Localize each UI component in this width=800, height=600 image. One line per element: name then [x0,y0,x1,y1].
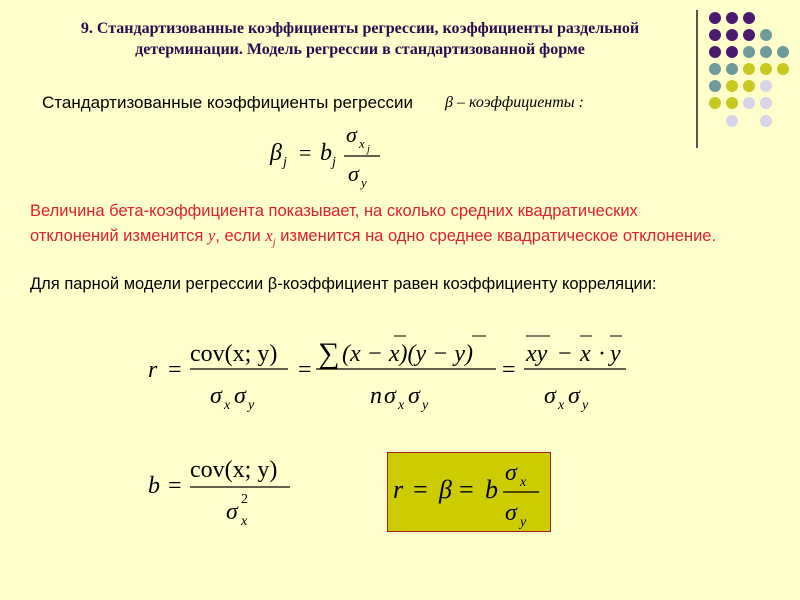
decor-dot [709,46,721,58]
subscript-j: j [367,144,370,155]
equals-sign: = [299,140,312,165]
sigma-symbol: σ [384,383,396,409]
beta-explanation-line-1: Величина бета-коэффициента показывает, на сколько средних квадратических [30,202,638,220]
decor-dot [726,97,738,109]
formula-correlation [140,325,640,415]
sigma-symbol: σ [505,500,517,526]
subscript-y: y [422,398,429,413]
subscript-y: y [248,398,255,413]
decor-dot [777,63,789,75]
decor-dot [709,80,721,92]
beta-symbol: β [270,140,282,166]
var-y: y [207,226,216,245]
beta-symbol: β [439,475,452,504]
decor-dot [760,46,772,58]
mean-xy: xy [526,341,548,367]
decor-dot [726,12,738,24]
sigma-symbol: σ [234,383,246,409]
decor-dot [777,46,789,58]
explanation-text: отклонений изменится [30,227,208,245]
beta-coefficients-label: β – коэффициенты : [445,94,584,111]
decor-dot [760,97,772,109]
decor-dot [743,46,755,58]
minus-sign: − [558,341,572,367]
subscript-y: y [361,175,367,190]
equals-sign: = [413,475,428,504]
decor-dot [726,80,738,92]
decor-dot [743,63,755,75]
subscript-y: y [520,515,527,530]
formula-b [140,445,310,535]
explanation-text: , если [215,227,266,245]
title-line-2: детерминации. Модель регрессии в стандартизованной форме [135,41,585,58]
subscript-x: x [520,475,527,490]
decor-dot [760,63,772,75]
decor-dot [709,63,721,75]
coef-b: b [485,475,498,504]
subscript-x: x [359,136,365,151]
decor-dot [743,80,755,92]
pair-model-text: Для парной модели регрессии β-коэффициент равен коэффициенту корреляции: [30,275,657,293]
decor-dot [760,115,772,127]
sigma-symbol: σ [408,383,420,409]
mean-x: x [580,341,591,367]
coef-b: b [148,473,160,499]
sum-symbol: ∑ [318,337,340,370]
mean-y: y [610,341,621,367]
decor-dot [760,80,772,92]
sigma-symbol: σ [226,499,238,525]
decor-dot [709,29,721,41]
dot-operator: · [598,341,606,367]
decorative-divider [696,10,698,148]
sigma-symbol: σ [346,122,357,147]
decor-dot [743,97,755,109]
var-x: x [265,226,273,245]
beta-explanation-line-2 [30,223,716,255]
coef-b: b [320,140,332,166]
sigma-symbol: σ [568,383,580,409]
formula-beta-j [262,120,392,190]
superscript-2: 2 [241,492,248,507]
var-n: n [370,383,382,409]
var-r: r [393,475,404,504]
cov-expression: cov(x; y) [190,341,278,367]
subscript-j: j [283,155,287,170]
formula-r-beta-b [387,452,551,532]
sigma-symbol: σ [505,460,517,486]
subscript-x: x [241,514,248,529]
equals-sign: = [459,475,474,504]
subscript-j: j [272,236,276,249]
subscript-j: j [332,155,336,170]
sigma-symbol: σ [348,161,359,186]
decor-dot [726,46,738,58]
decor-dot [743,29,755,41]
decor-dot [760,29,772,41]
sigma-symbol: σ [544,383,556,409]
deviation-product: (x − x)(y − y) [342,341,473,367]
decor-dot [743,12,755,24]
subscript-x: x [224,398,231,413]
subscript-x: x [558,398,565,413]
title-line-1: 9. Стандартизованные коэффициенты регрессии, коэффициенты раздельной [80,20,640,37]
decor-dot [709,97,721,109]
decor-dot [726,115,738,127]
equals-sign: = [168,473,182,499]
decor-dot [726,29,738,41]
sigma-symbol: σ [210,383,222,409]
subscript-x: x [398,398,405,413]
equals-sign: = [168,357,182,383]
page-title [20,18,700,60]
equals-sign: = [298,357,312,383]
intro-text: Стандартизованные коэффициенты регрессии [42,93,414,112]
explanation-text: изменится на одно среднее квадратическое отклонение. [275,227,717,245]
var-r: r [148,357,158,383]
decor-dot [709,12,721,24]
equals-sign: = [502,357,516,383]
decor-dot [726,63,738,75]
subscript-y: y [582,398,589,413]
cov-expression: cov(x; y) [190,457,278,483]
